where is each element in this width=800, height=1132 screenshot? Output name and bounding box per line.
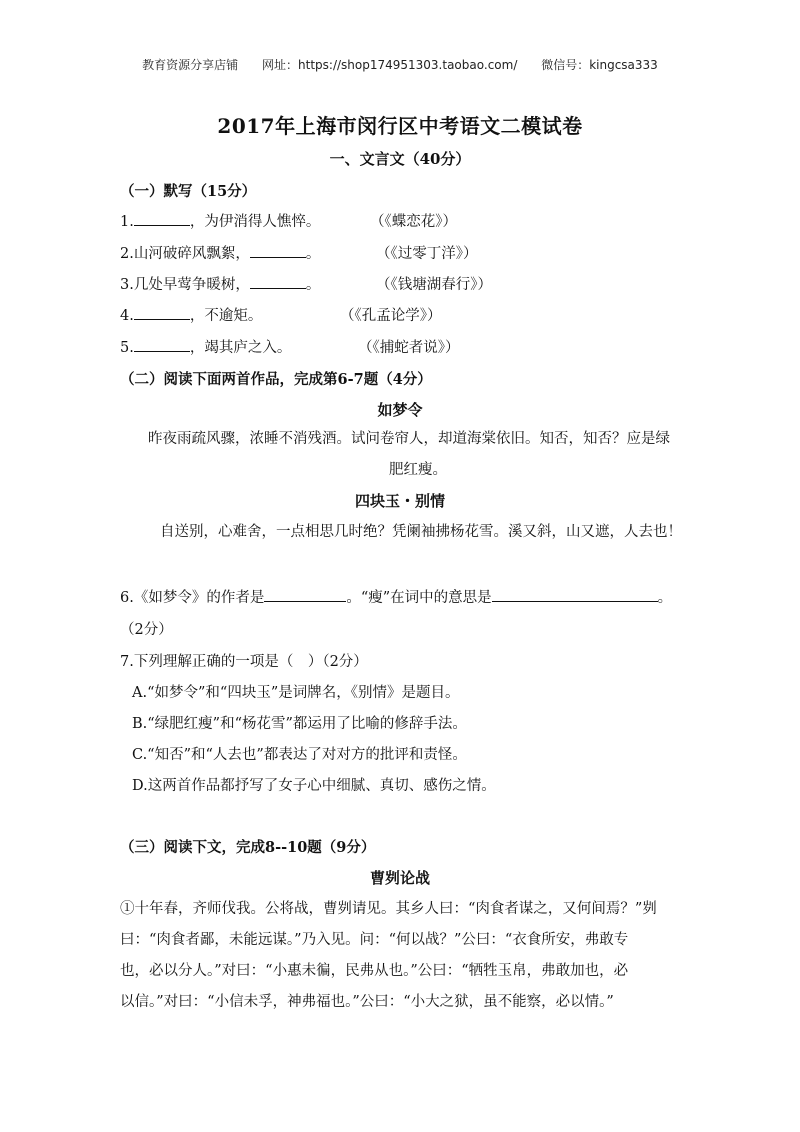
answer-blank[interactable] — [250, 243, 306, 258]
shop-name: 教育资源分享店铺 — [142, 58, 239, 72]
option-a[interactable]: A.“如梦令”和“四块玉”是词牌名，《别情》是题目。 — [132, 685, 460, 701]
source-2: （《过零丁洋》） — [376, 246, 478, 262]
poem1-title: 如梦令 — [377, 401, 423, 419]
essay-paragraph — [120, 894, 695, 1018]
answer-blank[interactable] — [264, 587, 346, 602]
wechat-id: 微信号：kingcsa333 — [541, 58, 658, 72]
answer-blank[interactable] — [492, 587, 658, 602]
source-3: （《钱塘湖春行》） — [376, 277, 492, 293]
dictation-item-1: 1. ，为伊消得人憔悴。 — [120, 210, 320, 231]
option-b[interactable]: B.“绿肥红瘦”和“杨花雪”都运用了比喻的修辞手法。 — [132, 716, 467, 732]
option-c[interactable]: C.“知否”和“人去也”都表达了对对方的批评和责怪。 — [132, 747, 467, 763]
dictation-item-3: 3.几处早莺争暖树， 。 — [120, 273, 320, 294]
essay-line: 曰：“肉食者鄙，未能远谋。”乃入见。问：“何以战？”公曰：“衣食所安，弗敢专 — [120, 932, 629, 948]
answer-blank[interactable] — [250, 274, 306, 289]
part3-heading: （三）阅读下文，完成8--10题（9分） — [120, 839, 376, 856]
page-header — [0, 56, 800, 73]
option-d[interactable]: D.这两首作品都抒写了女子心中细腻、真切、感伤之情。 — [132, 778, 496, 794]
question-6: 6.《如梦令》的作者是 。“瘦”在词中的意思是 。 — [120, 586, 672, 607]
poem1-text: 昨夜雨疏风骤，浓睡不消残酒。试问卷帘人，却道海棠依旧。知否，知否？应是绿 肥红瘦。 — [148, 431, 670, 478]
shop-url: 网址：https://shop174951303.taobao.com/ — [262, 58, 518, 72]
answer-blank[interactable] — [134, 211, 190, 226]
answer-blank[interactable] — [134, 305, 190, 320]
exam-title: 2017年上海市闵行区中考语文二模试卷 — [217, 114, 583, 138]
essay-line: 以信。”对曰：“小信未孚，神弗福也。”公曰：“小大之狱，虽不能察，必以情。” — [120, 994, 614, 1010]
essay-line: 也，必以分人。”对曰：“小惠未徧，民弗从也。”公曰：“牺牲玉帛，弗敢加也，必 — [120, 963, 629, 979]
source-4: （《孔孟论学》） — [340, 308, 442, 324]
part2-heading: （二）阅读下面两首作品，完成第6-7题（4分） — [120, 371, 432, 388]
question-6-points: （2分） — [120, 622, 173, 638]
poem2-text: 自送别，心难舍，一点相思几时绝？凭阑袖拂杨花雪。溪又斜，山又遮，人去也！ — [160, 524, 682, 540]
question-7: 7.下列理解正确的一项是（ ）（2分） — [120, 654, 368, 670]
section-heading: 一、文言文（40分） — [329, 150, 471, 168]
essay-title: 曹刿论战 — [369, 869, 430, 887]
dictation-item-4: 4. ，不逾矩。 — [120, 304, 262, 325]
dictation-item-5: 5. ，竭其庐之入。 — [120, 336, 291, 357]
source-1: （《蝶恋花》） — [370, 214, 457, 230]
part1-heading: （一）默写（15分） — [120, 183, 257, 200]
poem2-title: 四块玉・别情 — [354, 492, 445, 510]
source-5: （《捕蛇者说》） — [358, 340, 460, 356]
dictation-item-2: 2.山河破碎风飘絮， 。 — [120, 242, 320, 263]
essay-line: ①十年春，齐师伐我。公将战，曹刿请见。其乡人曰：“肉食者谋之，又何间焉？”刿 — [120, 901, 657, 917]
answer-blank[interactable] — [134, 337, 190, 352]
